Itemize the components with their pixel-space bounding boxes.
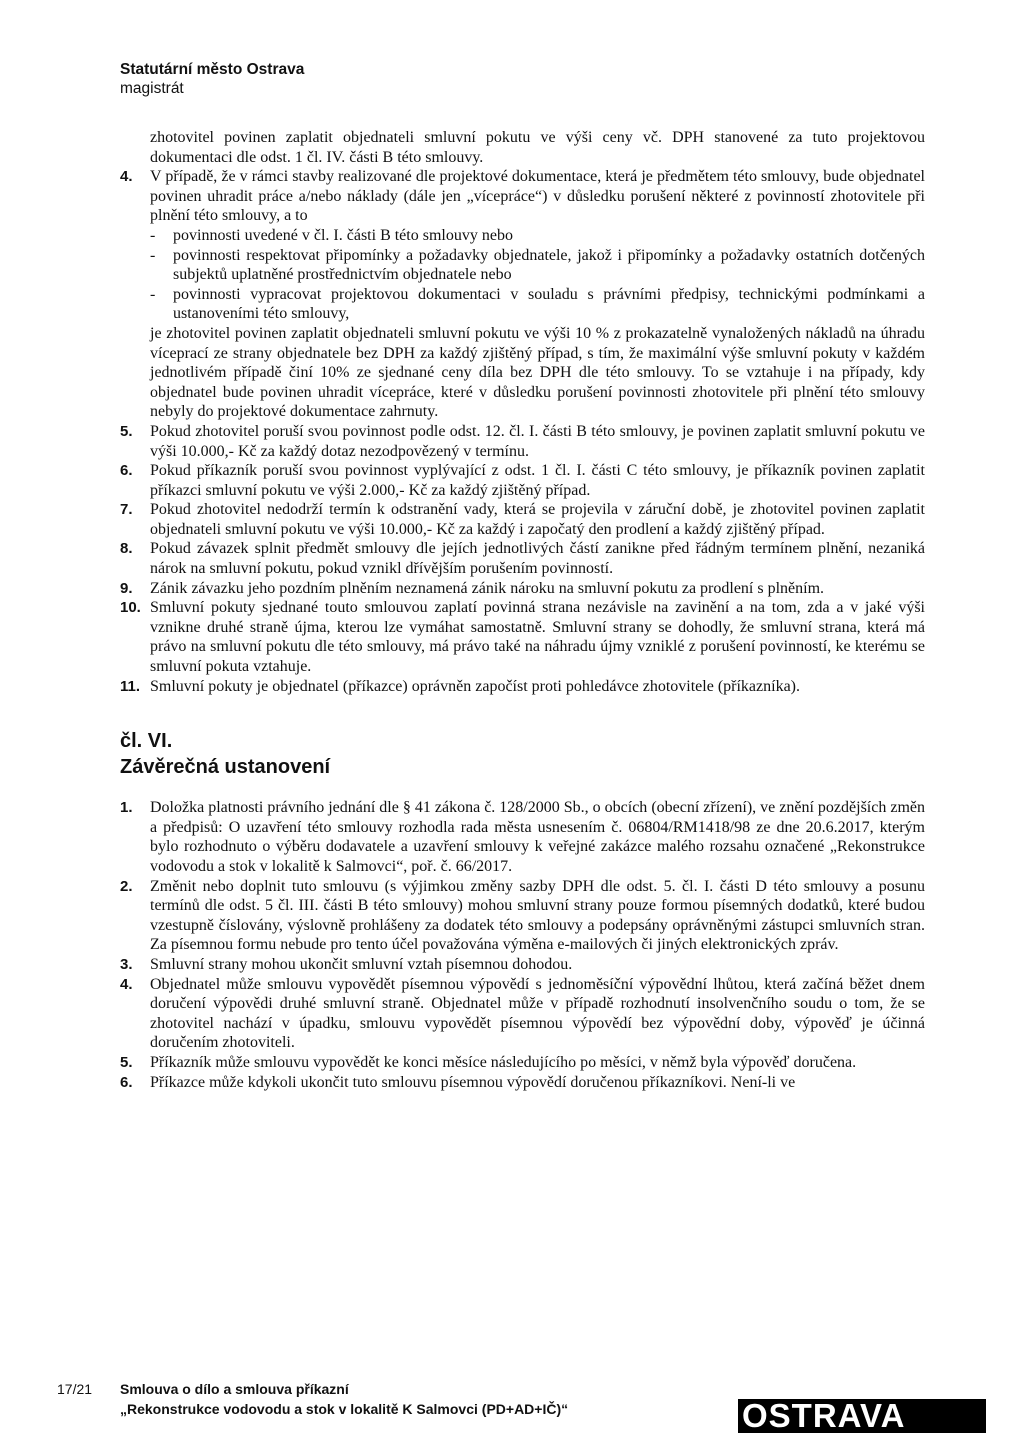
item-text: Změnit nebo doplnit tuto smlouvu (s výjimkou změny sazby DPH dle odst. 5. čl. I. části D této smlouvy a posunu termínů dle odst. 5 čl. III. části B této smlouvy) mohou smluvní strany pouze formou písemných dodatků, které budou vzestupně číslovány, výslovně prohlášeny za dodatek této smlouvy a podepsány oprávněnými zástupci smluvních stran. Za písemnou formu nebude pro tento účel považována výměna e-mailových či jiných elektronických zpráv. <box>150 877 925 954</box>
dash-item-text: povinnosti respektovat připomínky a požadavky objednatele, jakož i připomínky a požadavky ostatních dotčených subjektů uplatněné prostřednictvím objednatele nebo <box>173 246 925 284</box>
footer-title-line1: Smlouva o dílo a smlouva příkazní <box>120 1381 349 1397</box>
item-number: 1. <box>120 799 133 817</box>
item-continuation: je zhotovitel povinen zaplatit objednateli smluvní pokutu ve výši 10 % z prokazatelně vynaložených nákladů na úhradu víceprací ze strany objednatele bez DPH za každý zjištěný případ, s tím, že maximální výše smluvní pokuty v každém jednotlivém případě činí 10% ze sjednané ceny díla bez DPH dle této smlouvy. To se vztahuje i na případy, kdy objednatel bude povinen uhradit vícepráce, které v důsledku porušení povinnosti zhotovitele při plnění této smlouvy nebyly do projektové dokumentace zahrnuty. <box>150 324 925 421</box>
item-number: 8. <box>120 540 133 558</box>
item-number: 7. <box>120 501 133 519</box>
item-text: Pokud závazek splnit předmět smlouvy dle jejích jednotlivých částí zanikne před řádným termínem plnění, nezaniká nárok na smluvní pokutu, pokud vznikl dřívějším porušením povinností. <box>150 540 925 578</box>
section-number: čl. VI. <box>120 730 173 753</box>
dash-bullet: - <box>150 226 156 244</box>
article6-item-1 <box>120 798 925 876</box>
article6-item-3 <box>120 955 925 975</box>
item-number: 6. <box>120 462 133 480</box>
section-heading <box>120 728 925 780</box>
article5-item-8 <box>120 539 925 578</box>
article6-item-2 <box>120 877 925 955</box>
page-header <box>120 60 304 98</box>
item-number: 5. <box>120 422 133 440</box>
document-body <box>120 128 925 1092</box>
item-text: Smluvní pokuty je objednatel (příkazce) oprávněn započíst proti pohledávce zhotovitele (příkazníka). <box>150 677 800 695</box>
item-text: Smluvní pokuty sjednané touto smlouvou zaplatí povinná strana nezávisle na zavinění a na tom, zda a v jaké výši vznikne druhé straně újma, kterou lze vymáhat samostatně. Smluvní strany se dohodly, že smluvní strana, která má právo na smluvní pokutu dle této smlouvy, má právo také na náhradu újmy vzniklé z porušení povinností, ke kterému se smluvní pokuta vztahuje. <box>150 599 925 676</box>
item-number: 5. <box>120 1053 133 1071</box>
page-number: 17/21 <box>57 1381 93 1397</box>
dash-list <box>120 226 925 324</box>
item-number: 4. <box>120 975 133 993</box>
dash-item <box>150 246 925 285</box>
article6-item-6 <box>120 1073 925 1093</box>
item-text: Příkazce může kdykoli ukončit tuto smlouvu písemnou výpovědí doručenou příkazníkovi. Není-li ve <box>150 1073 796 1091</box>
article6-item-5 <box>120 1053 925 1073</box>
item-number: 11. <box>120 677 141 695</box>
header-department: magistrát <box>120 80 184 97</box>
header-organization: Statutární město Ostrava <box>120 61 305 78</box>
article5-item-11 <box>120 677 925 697</box>
item-number: 10. <box>120 599 141 617</box>
item-text: Objednatel může smlouvu vypovědět písemnou výpovědí s jednoměsíční výpovědní lhůtou, která začíná běžet dnem doručení výpovědi druhé smluvní straně. Objednatel může v případě rozhodnutí insolvenčního soudu o tom, že se zhotovitel nachází v úpadku, smlouvu vypovědět písemnou výpovědí bez výpovědní doby, výpověď je účinná doručením zhotoviteli. <box>150 975 925 1052</box>
item-number: 4. <box>120 168 133 186</box>
ostrava-logo: OSTRAVA <box>738 1399 986 1433</box>
item-text: V případě, že v rámci stavby realizované dle projektové dokumentace, která je předmětem této smlouvy, bude objednatel povinen uhradit práce a/nebo náklady (dále jen „vícepráce“) v důsledku porušení některé z povinností zhotovitele při plnění této smlouvy, a to <box>150 168 925 225</box>
article5-item-9 <box>120 579 925 599</box>
article5-item-4 <box>120 167 925 226</box>
item-text: Smluvní strany mohou ukončit smluvní vztah písemnou dohodou. <box>150 955 573 973</box>
footer-title-line2: „Rekonstrukce vodovodu a stok v lokalitě K Salmovci (PD+AD+IČ)“ <box>120 1401 569 1417</box>
dash-item-text: povinnosti vypracovat projektovou dokumentaci v souladu s právními předpisy, technickými podmínkami a ustanoveními této smlouvy, <box>173 285 925 323</box>
item-number: 9. <box>120 579 133 597</box>
item-text: Pokud příkazník poruší svou povinnost vyplývající z odst. 1 čl. I. části C této smlouvy, je příkazník povinen zaplatit příkazci smluvní pokutu ve výši 2.000,- Kč za každý zjištěný případ. <box>150 462 925 499</box>
section-title: Závěrečná ustanovení <box>120 756 331 779</box>
dash-item <box>150 226 925 246</box>
dash-bullet: - <box>150 246 156 264</box>
article5-item-6 <box>120 461 925 500</box>
item-text: Pokud zhotovitel nedodrží termín k odstranění vady, která se projevila v záruční době, je zhotovitel povinen zaplatit objednateli smluvní pokutu ve výši 10.000,- Kč za každý i započatý den prodlení a každý zjištěný případ. <box>150 501 925 538</box>
article5-item-5 <box>120 422 925 461</box>
item-text: Doložka platnosti právního jednání dle § 41 zákona č. 128/2000 Sb., o obcích (obecní zřízení), ve znění pozdějších změn a předpisů: O uzavření této smlouvy rozhodla rada města usnesením č. 06804/RM1418/98 ze dne 20.6.2017, kterým bylo rozhodnuto o výběru dodavatele a uzavření smlouvy k veřejné zakázce malého rozsahu označené „Rekonstrukce vodovodu a stok v lokalitě k Salmovci“, poř. č. 66/2017. <box>150 799 925 875</box>
item-text: Příkazník může smlouvu vypovědět ke konci měsíce následujícího po měsíci, v němž byla výpověď doručena. <box>150 1053 857 1071</box>
article5-item-7 <box>120 500 925 539</box>
dash-item <box>150 285 925 324</box>
article6-item-4 <box>120 975 925 1053</box>
item-number: 3. <box>120 955 133 973</box>
footer-title <box>120 1379 568 1419</box>
item-number: 2. <box>120 877 133 895</box>
item-text: Zánik závazku jeho pozdním plněním neznamená zánik nároku na smluvní pokutu za prodlení s plněním. <box>150 579 825 597</box>
article5-item-10 <box>120 598 925 676</box>
intro-continuation: zhotovitel povinen zaplatit objednateli smluvní pokutu ve výši ceny vč. DPH stanovené za tuto projektovou dokumentaci dle odst. 1 čl. IV. části B této smlouvy. <box>150 129 925 166</box>
dash-item-text: povinnosti uvedené v čl. I. části B této smlouvy nebo <box>173 226 513 244</box>
item-text: Pokud zhotovitel poruší svou povinnost podle odst. 12. čl. I. části B této smlouvy, je povinen zaplatit smluvní pokutu ve výši 10.000,- Kč za každý dotaz nezodpovězený v termínu. <box>150 422 925 460</box>
dash-bullet: - <box>150 285 156 303</box>
item-number: 6. <box>120 1073 133 1091</box>
